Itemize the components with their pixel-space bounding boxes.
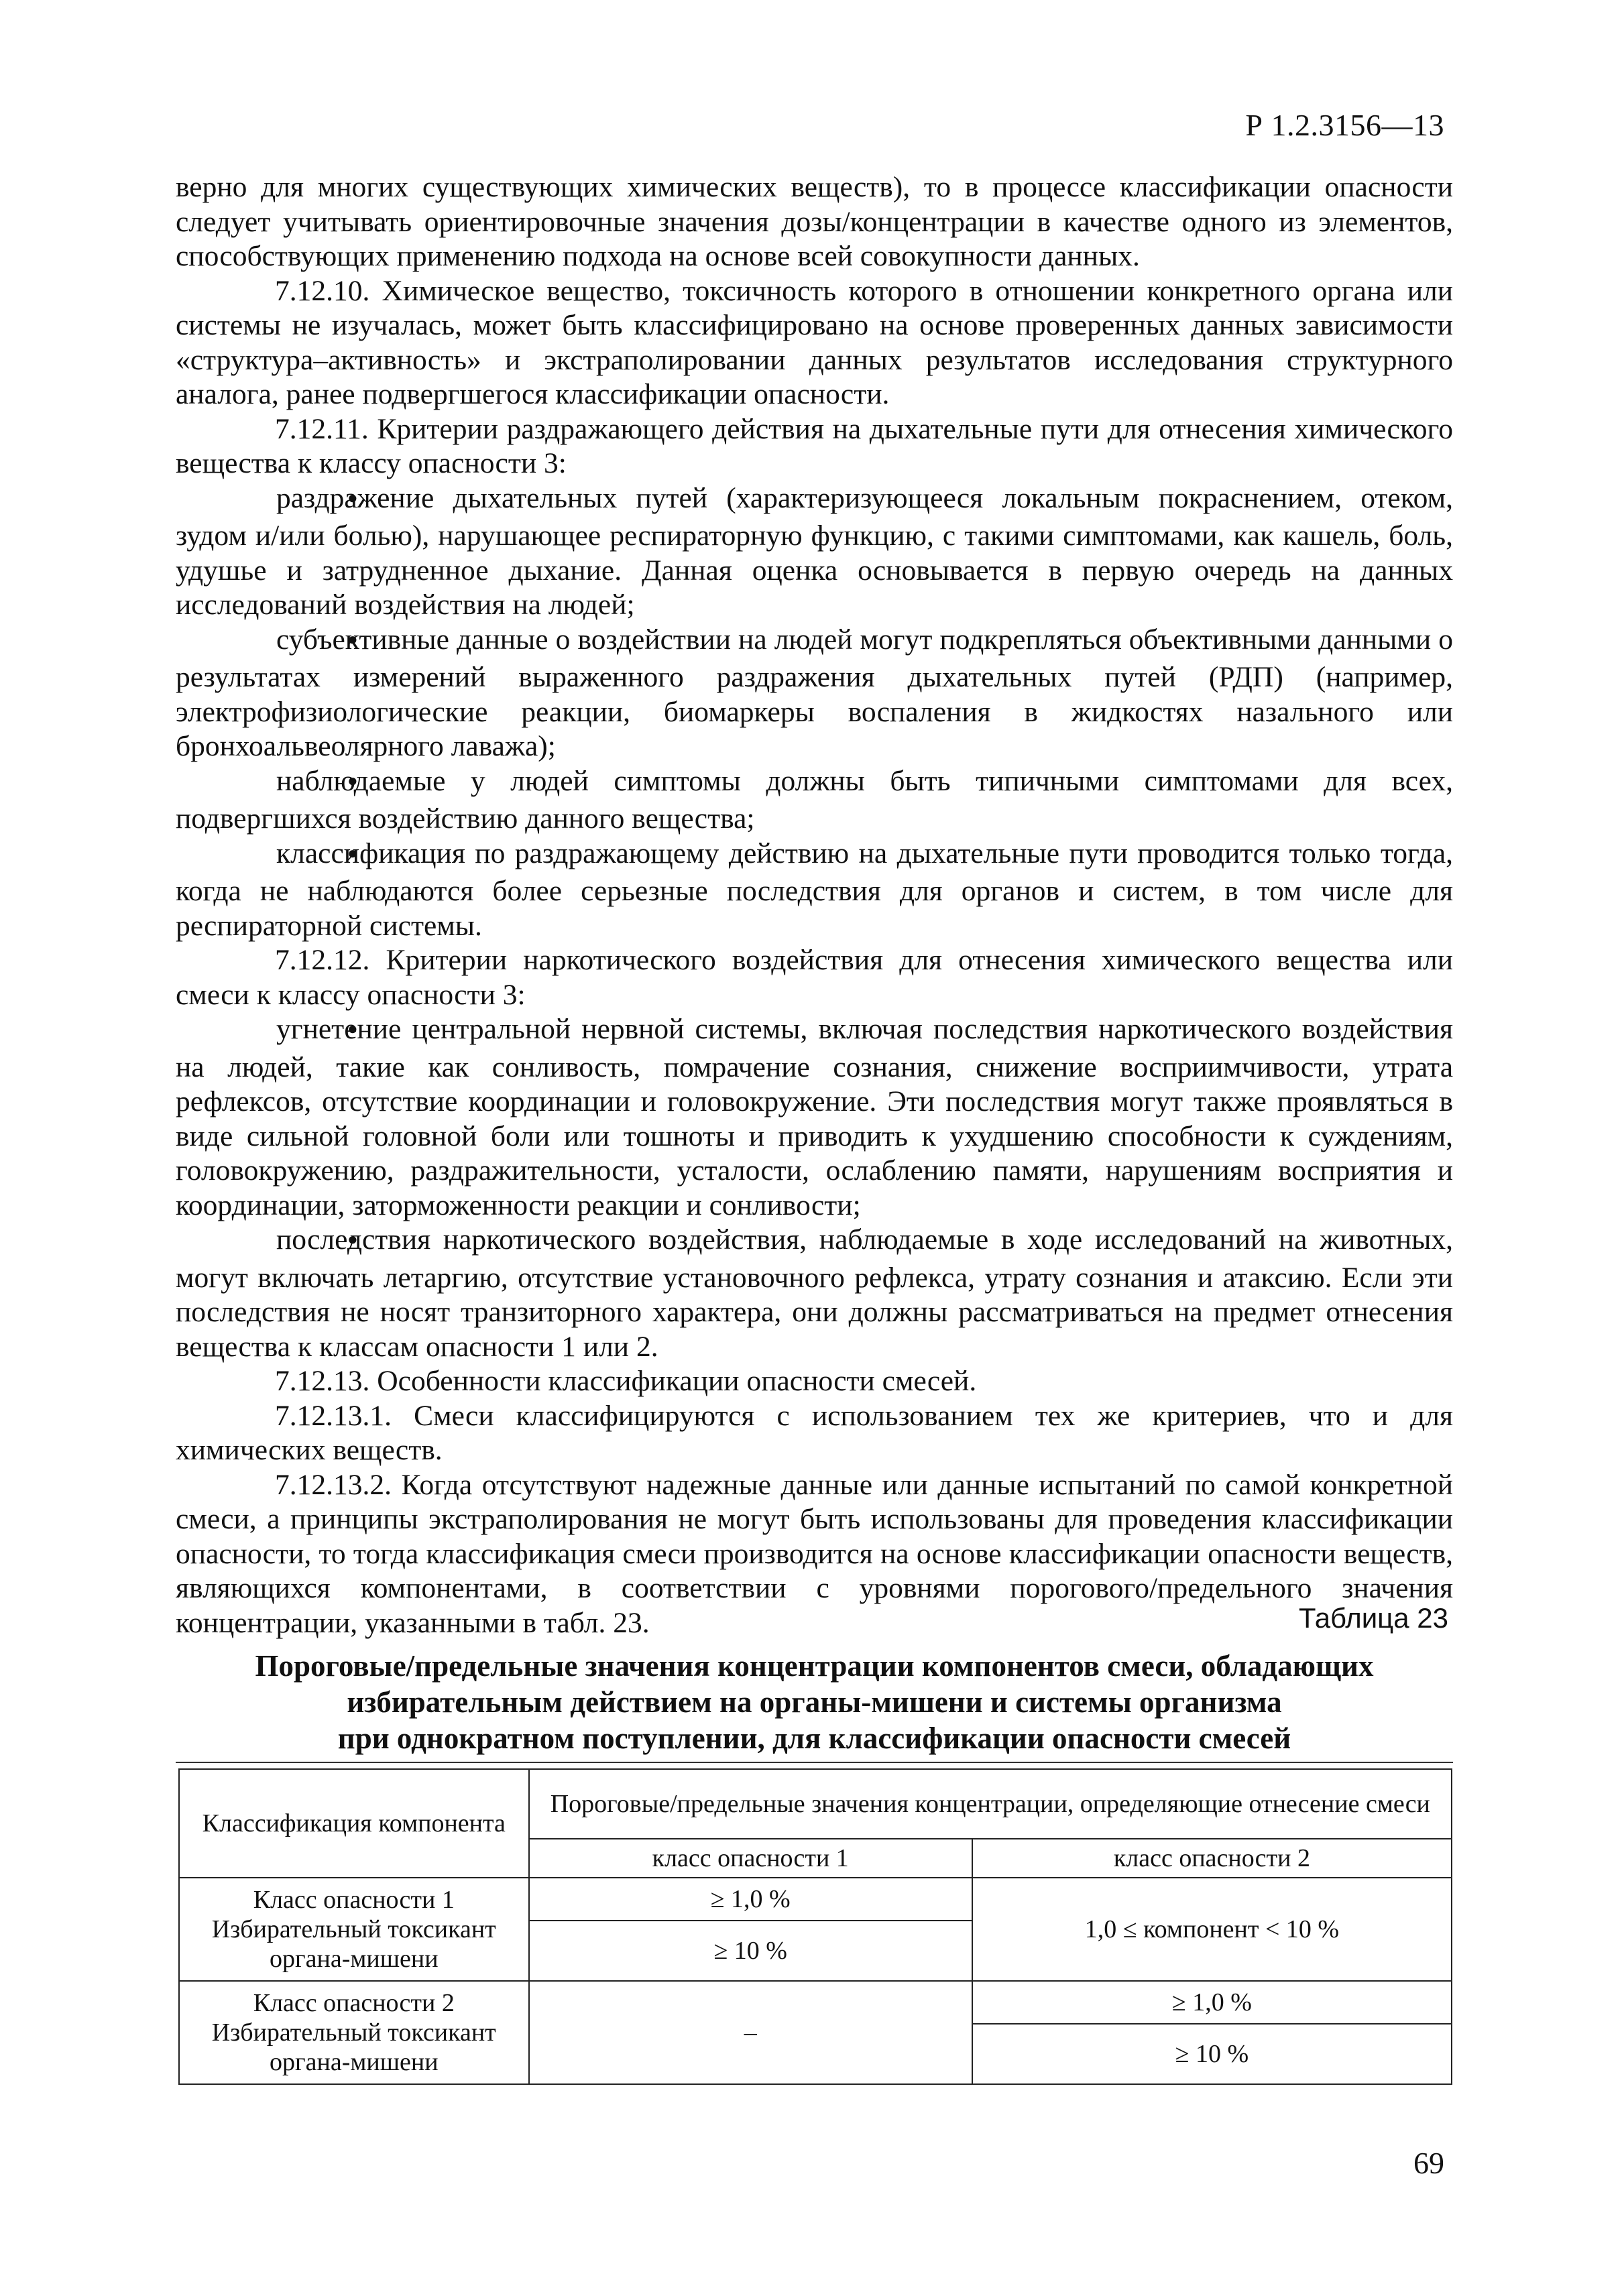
- classification-table: [178, 1768, 1452, 2085]
- bullet-item: [176, 623, 1453, 764]
- paragraph: 7.12.13.1. Смеси классифицируются с использованием тех же критериев, что и для химических веществ.: [176, 1399, 1453, 1466]
- row-label-line: Избирательный токсикант: [211, 2018, 496, 2047]
- paragraph: 7.12.10. Химическое вещество, токсичность которого в отношении конкретного органа или системы не изучалась, может быть классифицировано на основе проверенных данных зависимости «структура–активность» и экстраполировании данных результатов исследования структурного аналога, ранее подвергшегося классификации опасности.: [176, 274, 1453, 410]
- header-class2: класс опасности 2: [972, 1839, 1452, 1878]
- bullet-item: [176, 764, 1453, 837]
- header-component: Классификация компонента: [179, 1769, 529, 1878]
- table-cell: ≥ 10 %: [972, 2024, 1452, 2084]
- table-cell: ≥ 10 %: [529, 1921, 972, 1981]
- paragraph: 7.12.13. Особенности классификации опасности смесей.: [275, 1365, 977, 1397]
- bullet-text: угнетение центральной нервной системы, включая последствия наркотического воздействия на людей, такие как сонливость, помрачение сознания, снижение восприимчивости, утрата рефлексов, отсутствие координации и головокружение. Эти последствия могут также проявляться в виде сильной головной боли или тошноты и приводить к ухудшению способности к суждениям, головокружению, раздражительности, усталости, ослаблению памяти, нарушениям восприятия и координации, заторможенности реакции и сонливости;: [176, 1013, 1453, 1221]
- row-label-line: Избирательный токсикант: [211, 1915, 496, 1943]
- row-label-line: Класс опасности 2: [253, 1989, 455, 2017]
- bullet-text: последствия наркотического воздействия, наблюдаемые в ходе исследований на животных, могут включать летаргию, отсутствие установочного рефлекса, утрату сознания и атаксию. Если эти последствия не носят транзиторного характера, они должны рассматриваться на предмет отнесения вещества к классам опасности 1 или 2.: [176, 1223, 1453, 1363]
- row-label-line: Класс опасности 1: [253, 1886, 455, 1914]
- bullet-item: [176, 837, 1453, 944]
- bullet-text: наблюдаемые у людей симптомы должны быть типичными симптомами для всех, подвергшихся воздействию данного вещества;: [176, 764, 1453, 835]
- bullet-item: [176, 1012, 1453, 1223]
- paragraph: 7.12.13.2. Когда отсутствуют надежные данные или данные испытаний по самой конкретной смеси, а принципы экстраполирования не могут быть использованы для проведения классификации опасности, то тогда классификация смеси производится на основе классификации опасности веществ, являющихся компонентами, в соответствии с уровнями порогового/предельного значения концентрации, указанными в табл. 23.: [176, 1468, 1453, 1639]
- row-label: [179, 1878, 529, 1981]
- table-cell: –: [529, 1981, 972, 2084]
- bullet-text: классификация по раздражающему действию на дыхательные пути проводится только тогда, когда не наблюдаются более серьезные последствия для органов и систем, в том числе для респираторной системы.: [176, 837, 1453, 942]
- table-title-line: избирательным действием на органы-мишени и системы организма: [347, 1685, 1282, 1719]
- paragraph: 7.12.11. Критерии раздражающего действия на дыхательные пути для отнесения химического вещества к классу опасности 3:: [176, 412, 1453, 479]
- document-code: Р 1.2.3156—13: [1245, 108, 1444, 142]
- table-row: [179, 1769, 1452, 1839]
- table-cell: 1,0 ≤ компонент < 10 %: [972, 1878, 1452, 1981]
- paragraph: верно для многих существующих химических веществ), то в процессе классификации опасности следует учитывать ориентировочные значения дозы/концентрации в качестве одного из элементов, способствующих применению подхода на основе всей совокупности данных.: [176, 171, 1453, 272]
- page-number: 69: [1413, 2146, 1444, 2180]
- title-underline: [176, 1762, 1453, 1763]
- table-row: [179, 1981, 1452, 2024]
- bullet-text: субъективные данные о воздействии на людей могут подкрепляться объективными данными о результатах измерений выраженного раздражения дыхательных путей (РДП) (например, электрофизиологические реакции, биомаркеры воспаления в жидкостях назального или бронхоальвеолярного лаважа);: [176, 623, 1453, 762]
- table-row: [179, 1878, 1452, 1921]
- bullet-text: раздражение дыхательных путей (характеризующееся локальным покраснением, отеком, зудом и/или болью), нарушающее респираторную функцию, с такими симптомами, как кашель, боль, удушье и затрудненное дыхание. Данная оценка основывается в первую очередь на данных исследований воздействия на людей;: [176, 481, 1453, 621]
- header-values: Пороговые/предельные значения концентрации, определяющие отнесение смеси: [529, 1769, 1452, 1839]
- row-label-line: органа-мишени: [270, 1945, 439, 1973]
- table-cell: ≥ 1,0 %: [972, 1981, 1452, 2024]
- table-title-line: при однократном поступлении, для классификации опасности смесей: [337, 1721, 1291, 1755]
- table-cell: ≥ 1,0 %: [529, 1878, 972, 1921]
- row-label: [179, 1981, 529, 2084]
- table-title-line: Пороговые/предельные значения концентрации компонентов смеси, обладающих: [255, 1649, 1374, 1683]
- bullet-item: [176, 1223, 1453, 1364]
- body-text: [176, 170, 1453, 1640]
- paragraph: 7.12.12. Критерии наркотического воздействия для отнесения химического вещества или смеси к классу опасности 3:: [176, 944, 1453, 1011]
- table-title: [176, 1648, 1453, 1756]
- row-label-line: органа-мишени: [270, 2048, 439, 2076]
- table-label: Таблица 23: [1298, 1602, 1448, 1634]
- bullet-item: [176, 481, 1453, 623]
- header-class1: класс опасности 1: [529, 1839, 972, 1878]
